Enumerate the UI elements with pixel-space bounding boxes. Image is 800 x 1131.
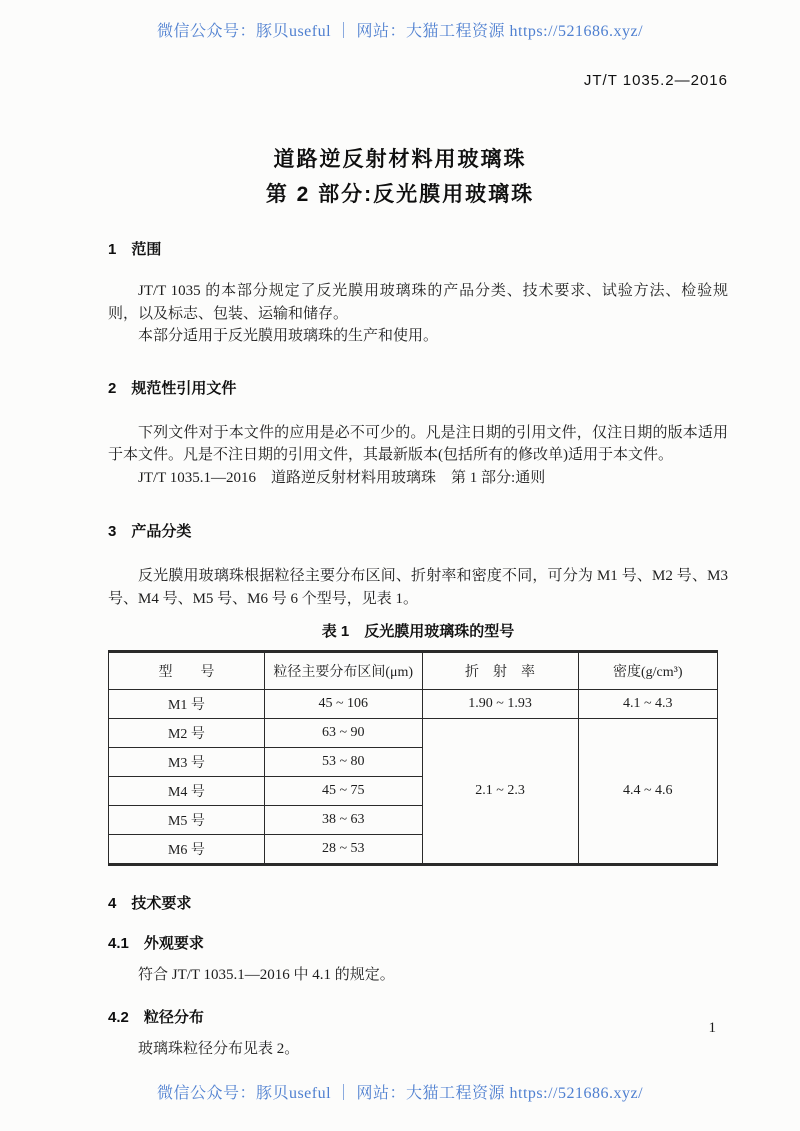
column-header-model: 型 号: [109, 652, 265, 690]
table-row: [109, 719, 718, 748]
cell-model: M2 号: [109, 719, 265, 748]
cell-range: 28 ~ 53: [264, 835, 422, 865]
watermark-banner-top: 微信公众号：豚贝useful ｜ 网站：大猫工程资源 https://521686.xyz/: [156, 23, 644, 40]
watermark-banner-bottom: 微信公众号：豚贝useful ｜ 网站：大猫工程资源 https://521686.xyz/: [156, 1085, 644, 1102]
cell-model: M3 号: [109, 748, 265, 777]
title-line-1: 道路逆反射材料用玻璃珠: [273, 148, 527, 171]
title-line-2: 第 2 部分:反光膜用玻璃珠: [265, 183, 535, 206]
document-body: [108, 238, 728, 1060]
cell-model: M4 号: [109, 777, 265, 806]
cell-range: 38 ~ 63: [264, 806, 422, 835]
section-1-paragraph-2: 本部分适用于反光膜用玻璃珠的生产和使用。: [138, 328, 439, 344]
section-4-1-paragraph: 符合 JT/T 1035.1—2016 中 4.1 的规定。: [138, 967, 395, 983]
section-3-paragraph-1: 反光膜用玻璃珠根据粒径主要分布区间、折射率和密度不同，可分为 M1 号、M2 号、M3 号、M4 号、M5 号、M6 号 6 个型号，见表 1。: [108, 568, 728, 607]
section-4-heading: 4 技术要求: [108, 895, 192, 912]
table-row: [109, 690, 718, 719]
section-1-heading: 1 范围: [108, 241, 162, 258]
section-4-2-heading: 4.2 粒径分布: [108, 1008, 204, 1026]
cell-range: 63 ~ 90: [264, 719, 422, 748]
section-2-reference: JT/T 1035.1—2016 道路逆反射材料用玻璃珠 第 1 部分:通则: [138, 469, 546, 486]
page-number: 1: [708, 1020, 716, 1036]
column-header-density: 密度(g/cm³): [578, 652, 718, 690]
section-3-heading: 3 产品分类: [108, 523, 192, 540]
section-2-heading: 2 规范性引用文件: [108, 379, 237, 397]
cell-refractive-index-merged: 2.1 ~ 2.3: [422, 719, 578, 865]
cell-range: 53 ~ 80: [264, 748, 422, 777]
cell-model: M1 号: [109, 690, 265, 719]
cell-density: 4.1 ~ 4.3: [578, 690, 718, 719]
cell-refractive-index: 1.90 ~ 1.93: [422, 690, 578, 719]
section-2-paragraph-1: 下列文件对于本文件的应用是必不可少的。凡是注日期的引用文件，仅注日期的版本适用于本文件。凡是不注日期的引用文件，其最新版本(包括所有的修改单)适用于本文件。: [108, 424, 728, 463]
cell-model: M6 号: [109, 835, 265, 865]
section-4-1-heading: 4.1 外观要求: [108, 935, 204, 952]
column-header-refractive-index: 折 射 率: [422, 652, 578, 690]
standard-number: JT/T 1035.2—2016: [583, 72, 728, 89]
table-1-caption: 表 1 反光膜用玻璃珠的型号: [321, 623, 515, 640]
cell-range: 45 ~ 106: [264, 690, 422, 719]
cell-density-merged: 4.4 ~ 4.6: [578, 719, 718, 865]
document-title: [0, 142, 800, 212]
cell-range: 45 ~ 75: [264, 777, 422, 806]
table-bead-models: [108, 650, 718, 866]
table-header-row: [109, 652, 718, 690]
section-4-2-paragraph: 玻璃珠粒径分布见表 2。: [138, 1040, 300, 1057]
column-header-size-range: 粒径主要分布区间(μm): [264, 652, 422, 690]
cell-model: M5 号: [109, 806, 265, 835]
section-1-paragraph-1: JT/T 1035 的本部分规定了反光膜用玻璃珠的产品分类、技术要求、试验方法、检验规则，以及标志、包装、运输和储存。: [108, 283, 728, 322]
